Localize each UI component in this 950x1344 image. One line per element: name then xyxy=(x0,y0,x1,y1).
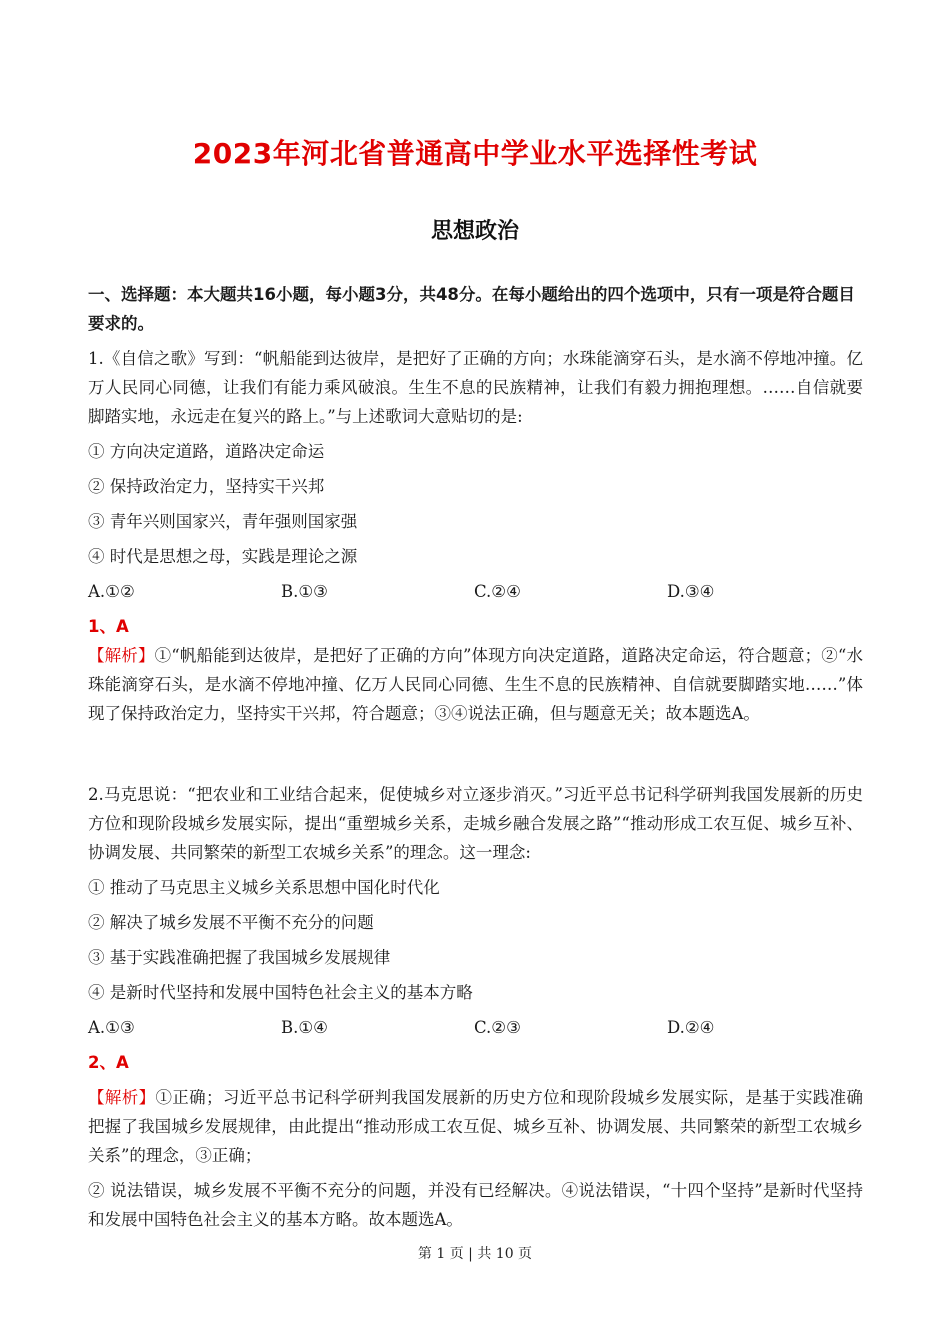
analysis-tag: 【解析】 xyxy=(88,646,155,665)
analysis-tag: 【解析】 xyxy=(88,1088,156,1107)
choice-d: D.②④ xyxy=(667,1018,715,1037)
question-1-stem: 1.《自信之歌》写到：“帆船能到达彼岸，是把好了正确的方向；水珠能滴穿石头，是水滴不停地冲撞。亿万人民同心同德，让我们有能力乘风破浪。生生不息的民族精神，让我们有毅力拥抱理想。……自信就要脚踏实地，永远走在复兴的路上。”与上述歌词大意贴切的是: xyxy=(88,349,863,426)
choice-b: B.①③ xyxy=(281,582,328,601)
choice-c: C.②④ xyxy=(474,582,521,601)
page-footer: 第 1 页 | 共 10 页 xyxy=(417,1246,533,1262)
choice-a: A.①② xyxy=(88,582,135,601)
question-1-answer: 1、A xyxy=(88,617,129,636)
choice-b: B.①④ xyxy=(281,1018,328,1037)
question-2-option-2: ② 解决了城乡发展不平衡不充分的问题 xyxy=(88,913,374,932)
question-1-option-3: ③ 青年兴则国家兴，青年强则国家强 xyxy=(88,512,358,531)
question-2-analysis-1 xyxy=(88,1083,863,1170)
question-2-option-1: ① 推动了马克思主义城乡关系思想中国化时代化 xyxy=(88,878,440,897)
question-2 xyxy=(88,780,863,1234)
exam-title: 2023年河北省普通高中学业水平选择性考试 xyxy=(192,137,758,170)
choice-d: D.③④ xyxy=(667,582,715,601)
section-heading: 一、选择题：本大题共16小题，每小题3分，共48分。在每小题给出的四个选项中，只有一项是符合题目要求的。 xyxy=(88,285,855,333)
question-2-choices xyxy=(88,1013,863,1042)
question-1 xyxy=(88,344,863,728)
question-2-option-3: ③ 基于实践准确把握了我国城乡发展规律 xyxy=(88,948,391,967)
subject-title: 思想政治 xyxy=(430,219,519,244)
document-body xyxy=(88,280,863,1240)
question-1-analysis xyxy=(88,641,863,728)
question-1-option-1: ① 方向决定道路，道路决定命运 xyxy=(88,442,325,461)
question-1-option-4: ④ 时代是思想之母，实践是理论之源 xyxy=(88,547,358,566)
question-1-option-2: ② 保持政治定力，坚持实干兴邦 xyxy=(88,477,325,496)
question-2-analysis-2: ② 说法错误，城乡发展不平衡不充分的问题，并没有已经解决。④说法错误，“十四个坚持”是新时代坚持和发展中国特色社会主义的基本方略。故本题选A。 xyxy=(88,1181,863,1229)
analysis-text: ①正确；习近平总书记科学研判我国发展新的历史方位和现阶段城乡发展实际，是基于实践准确把握了我国城乡发展规律，由此提出“推动形成工农互促、城乡互补、协调发展、共同繁荣的新型工农城乡关系”的理念，③正确； xyxy=(88,1088,864,1165)
analysis-text: ①“帆船能到达彼岸，是把好了正确的方向”体现方向决定道路，道路决定命运，符合题意；②“水珠能滴穿石头，是水滴不停地冲撞、亿万人民同心同德、生生不息的民族精神、自信就要脚踏实地……”体现了保持政治定力，坚持实干兴邦，符合题意；③④说法正确，但与题意无关；故本题选A。 xyxy=(88,646,864,723)
choice-a: A.①③ xyxy=(88,1018,135,1037)
question-2-answer: 2、A xyxy=(88,1053,129,1072)
question-2-option-4: ④ 是新时代坚持和发展中国特色社会主义的基本方略 xyxy=(88,983,473,1002)
question-1-choices xyxy=(88,577,863,606)
choice-c: C.②③ xyxy=(474,1018,521,1037)
question-2-stem: 2.马克思说：“把农业和工业结合起来，促使城乡对立逐步消灭。”习近平总书记科学研判我国发展新的历史方位和现阶段城乡发展实际，提出“重塑城乡关系，走城乡融合发展之路”“推动形成工农互促、城乡互补、协调发展、共同繁荣的新型工农城乡关系”的理念。这一理念: xyxy=(88,785,863,862)
